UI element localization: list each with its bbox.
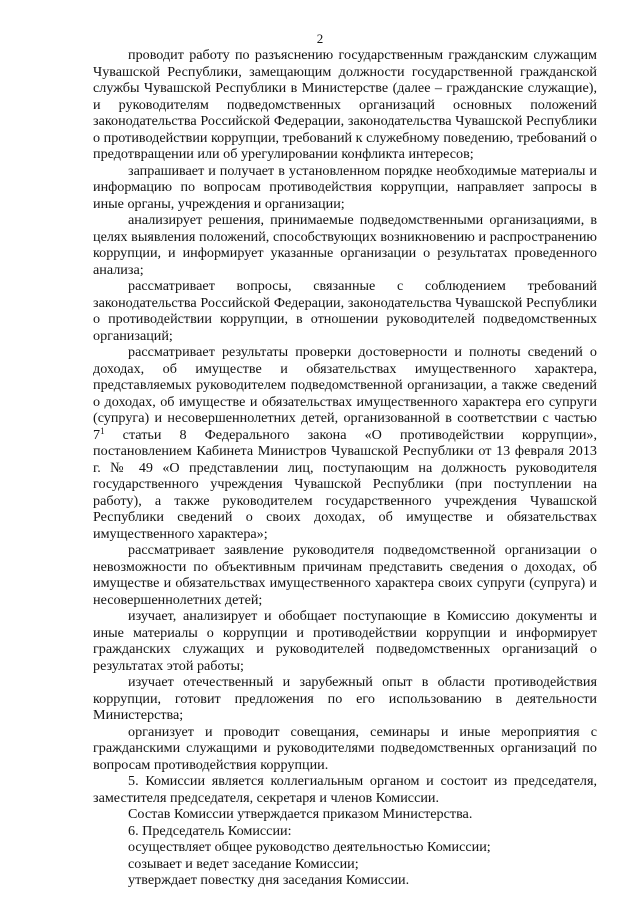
paragraph-chairman-heading: 6. Председатель Комиссии: xyxy=(128,822,292,839)
paragraph-commission-composition: 5. Комиссии является коллегиальным органом и состоит из председателя, заместителя председателя, секретаря и членов Комиссии. xyxy=(93,773,597,806)
income-check-text-start: рассматривает результаты проверки достоверности и полноты сведений о доходах, об имуществе и обязательствах имущественного характера, представляемых руководителем подведомственной организации, а также сведений о доходах, об имуществе и обязательствах имущественного характера его супруги (супруга) и несовершеннолетних детей, организованной в соответствии с частью 7 xyxy=(93,344,597,443)
article-part-superscript: 1 xyxy=(100,425,105,436)
paragraph-studies-documents: изучает, анализирует и обобщает поступающие в Комиссию документы и иные материалы о коррупции и противодействии коррупции и информирует гражданских служащих и руководителей подведомственных организаций о результатах этой работы; xyxy=(93,608,597,674)
paragraph-analyzes-decisions: анализирует решения, принимаемые подведомственными организациями, в целях выявления положений, способствующих возникновению и распространению коррупции, и информирует указанные организации о результатах проведенного анализа; xyxy=(93,212,597,278)
paragraph-reviews-compliance: рассматривает вопросы, связанные с соблюдением требований законодательства Российской Федерации, законодательства Чувашской Республики о противодействии коррупции, в отношении руководителей подведомственных организаций; xyxy=(93,278,597,344)
paragraph-reviews-income-check xyxy=(93,344,597,542)
paragraph-reviews-statement: рассматривает заявление руководителя подведомственной организации о невозможности по объективным причинам представить сведения о доходах, об имуществе и обязательствах имущественного характера своих супруги (супруга) и несовершеннолетних детей; xyxy=(93,542,597,608)
paragraph-chairman-duty-2: созывает и ведет заседание Комиссии; xyxy=(128,855,359,872)
page-number: 2 xyxy=(316,31,324,46)
paragraph-requests-materials: запрашивает и получает в установленном порядке необходимые материалы и информацию по вопросам противодействия коррупции, направляет запросы в иные органы, учреждения и организации; xyxy=(93,162,597,212)
paragraph-organizes-meetings: организует и проводит совещания, семинары и иные мероприятия с гражданскими служащими и руководителями подведомственных организаций по вопросам противодействия коррупции. xyxy=(93,723,597,773)
paragraph-chairman-duty-1: осуществляет общее руководство деятельностью Комиссии; xyxy=(128,839,491,855)
document-body xyxy=(93,47,597,889)
paragraph-chairman-duty-3: утверждает повестку дня заседания Комиссии. xyxy=(128,872,410,888)
paragraph-composition-approval: Состав Комиссии утверждается приказом Министерства. xyxy=(128,806,473,822)
paragraph-studies-experience: изучает отечественный и зарубежный опыт в области противодействия коррупции, готовит предложения по его использованию в деятельности Министерства; xyxy=(93,674,597,723)
income-check-text-end: статьи 8 Федерального закона «О противодействии коррупции», постановлением Кабинета Министров Чувашской Республики от 13 февраля 2013 г. № 49 «О представлении лиц, поступающим на должность руководителя государственного учреждения Чувашской Республики (при поступлении на работу), а также руководителем государственного учреждения Чувашской Республики сведений о своих доходах, об имуществе и обязательствах имущественного характера»; xyxy=(93,426,597,542)
paragraph-explains-legislation: проводит работу по разъяснению государственным гражданским служащим Чувашской Республики, замещающим должности государственной гражданской службы Чувашской Республики в Министерстве (далее – гражданские служащие), и руководителям подведомственных организаций основных положений законодательства Российской Федерации, законодательства Чувашской Республики о противодействии коррупции, требований к служебному поведению, требований о предотвращении или об урегулировании конфликта интересов; xyxy=(93,47,597,162)
